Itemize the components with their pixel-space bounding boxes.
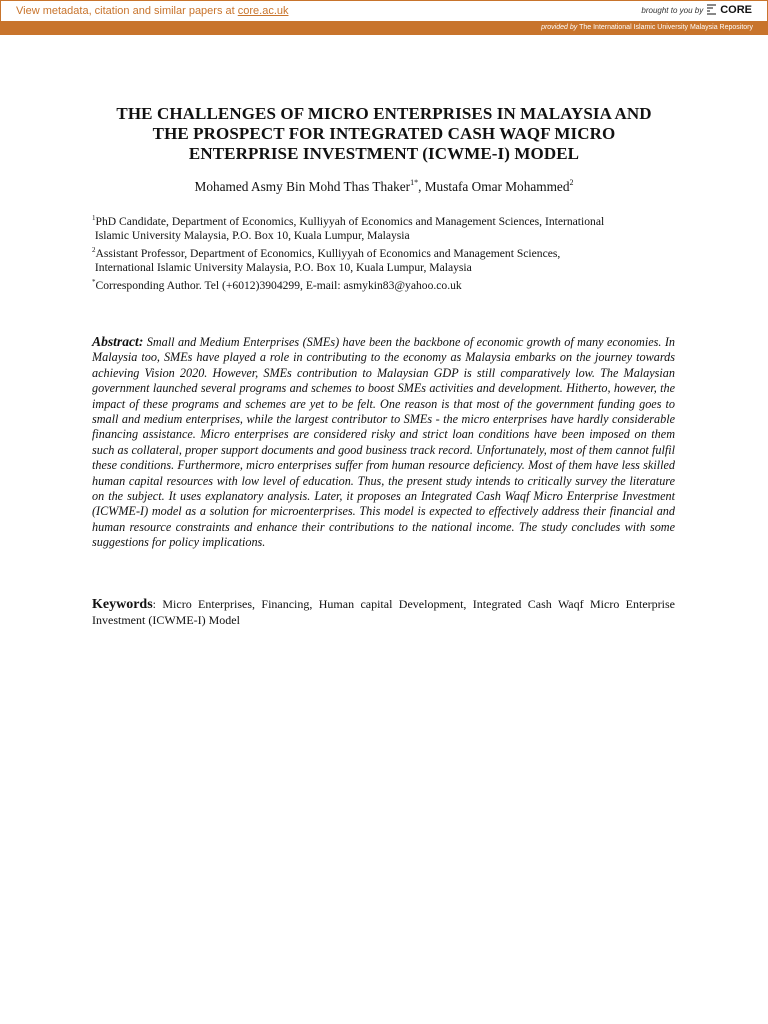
title-line: ENTERPRISE INVESTMENT (ICWME-I) MODEL xyxy=(188,144,580,163)
affiliation-mark: 1 xyxy=(92,214,96,222)
author-separator: , xyxy=(418,179,425,194)
keywords xyxy=(92,597,675,627)
affiliation-line xyxy=(92,261,682,275)
abstract xyxy=(92,334,675,551)
affiliation-line xyxy=(92,275,682,293)
brought-by-text: brought to you by xyxy=(641,5,704,15)
provider-strip xyxy=(0,21,768,35)
paper-title xyxy=(70,104,698,164)
affiliation-line xyxy=(92,229,682,243)
affiliation-text: International Islamic University Malaysia, P.O. Box 10, Kuala Lumpur, Malaysia xyxy=(94,261,472,274)
core-name: CORE xyxy=(720,4,752,16)
author-name: Mohamed Asmy Bin Mohd Thas Thaker xyxy=(194,179,411,194)
core-link[interactable]: core.ac.uk xyxy=(237,5,289,17)
core-brand[interactable] xyxy=(641,4,752,16)
affiliation-text: Islamic University Malaysia, P.O. Box 10, Kuala Lumpur, Malaysia xyxy=(94,229,410,242)
affiliation-line xyxy=(92,243,682,261)
author-name: Mustafa Omar Mohammed xyxy=(424,179,570,194)
affiliation-mark: * xyxy=(92,278,96,286)
core-metadata-notice xyxy=(16,5,289,17)
author-list xyxy=(60,178,708,195)
core-banner xyxy=(0,0,768,21)
affiliation-mark: 2 xyxy=(92,246,96,254)
affiliation-text: Corresponding Author. Tel (+6012)3904299, E-mail: asmykin83@yahoo.co.uk xyxy=(95,279,462,292)
core-metadata-text: View metadata, citation and similar papers at xyxy=(16,5,238,17)
provided-by-label: provided by xyxy=(541,24,578,31)
title-line: THE CHALLENGES OF MICRO ENTERPRISES IN MALAYSIA AND xyxy=(116,104,652,123)
author-mark: 1* xyxy=(410,178,419,187)
author-mark: 2 xyxy=(569,178,574,187)
keywords-label: Keywords xyxy=(92,597,153,612)
affiliations xyxy=(92,211,682,293)
title-line: THE PROSPECT FOR INTEGRATED CASH WAQF MICRO xyxy=(152,124,616,143)
affiliation-text: Assistant Professor, Department of Economics, Kulliyyah of Economics and Management Sciences, xyxy=(95,247,561,260)
abstract-label: Abstract: xyxy=(92,334,144,349)
provider-name[interactable]: The International Islamic University Malaysia Repository xyxy=(579,24,753,31)
core-logo-icon xyxy=(707,4,716,16)
keywords-text: : Micro Enterprises, Financing, Human capital Development, Integrated Cash Waqf Micro Enterprise Investment (ICWME-I) Model xyxy=(92,597,675,627)
affiliation-line xyxy=(92,211,682,229)
abstract-text: Small and Medium Enterprises (SMEs) have been the backbone of economic growth of many economies. In Malaysia too, SMEs have played a role in contributing to the economy as Malaysia embarks on the journey towards achieving Vision 2020. However, SMEs contribution to Malaysian GDP is still comparatively low. The Malaysian government launched several programs and schemes to boost SMEs activities and development. Hitherto, however, the impact of these programs and schemes are yet to be felt. One reason is that most of the government funding goes to small and medium enterprises, while the largest contributor to SMEs - the micro enterprises have hardly considerable financing assistance. Micro enterprises are considered risky and strict loan conditions have been imposed on them such as collateral, proper support documents and good business track record. Unfortunately, most of them cannot fulfil these conditions. Furthermore, micro enterprises suffer from human resource deficiency. Most of them have less skilled human capital resources with low level of education. Thus, the present study intends to critically survey the literature on the subject. It uses explanatory analysis. Later, it proposes an Integrated Cash Waqf Micro Enterprise Investment (ICWME-I) model as a solution for microenterprises. This model is expected to effectively address their financial and human resource constraints and enhance their contributions to the national income. The study concludes with some suggestions for policy implications. xyxy=(92,335,676,550)
affiliation-text: PhD Candidate, Department of Economics, Kulliyyah of Economics and Management Sciences, International xyxy=(95,215,605,228)
